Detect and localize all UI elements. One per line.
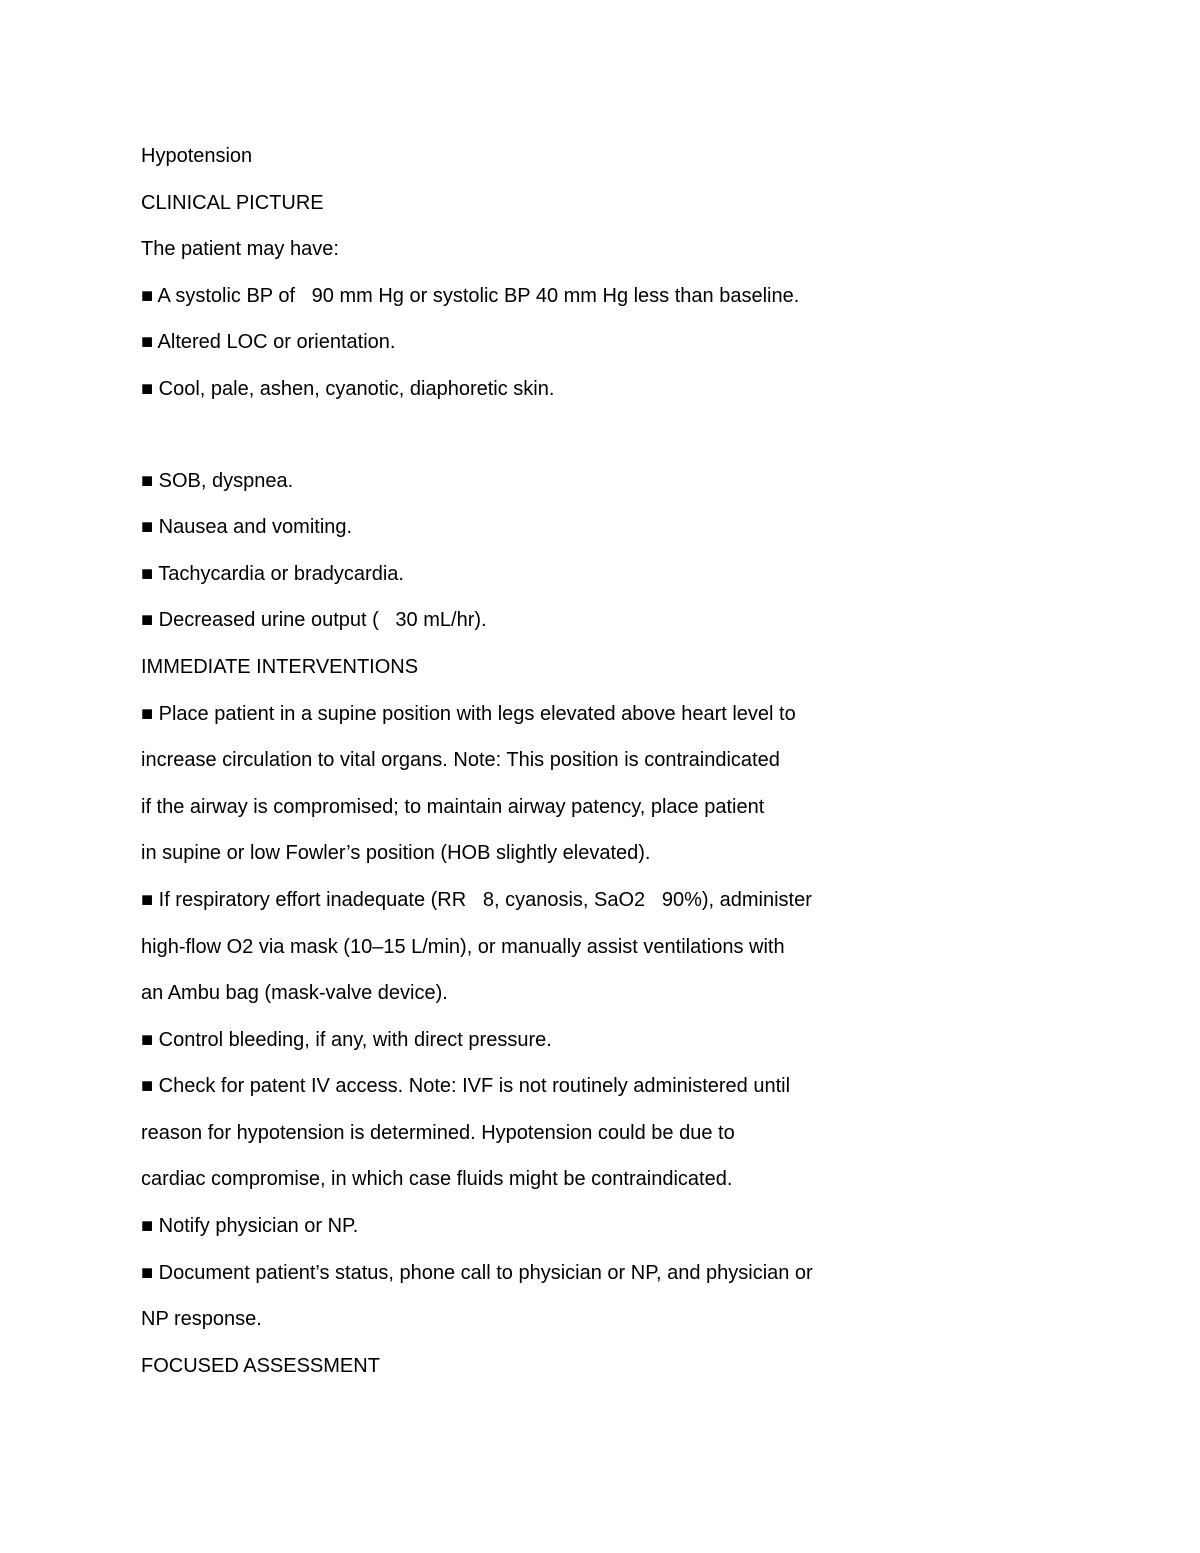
- document-body: [141, 140, 901, 1396]
- section-heading-clinical-picture: CLINICAL PICTURE: [141, 191, 324, 214]
- text-line: increase circulation to vital organs. Note: This position is contraindicated: [141, 749, 780, 772]
- blank-spacer: [141, 420, 901, 465]
- text-line: in supine or low Fowler’s position (HOB slightly elevated).: [141, 842, 651, 865]
- text-line: NP response.: [141, 1308, 262, 1331]
- bullet-line: ■ A systolic BP of 90 mm Hg or systolic BP 40 mm Hg less than baseline.: [141, 284, 800, 307]
- section-heading-immediate-interventions: IMMEDIATE INTERVENTIONS: [141, 655, 419, 678]
- bullet-line: ■ Decreased urine output ( 30 mL/hr).: [141, 609, 487, 632]
- bullet-line: ■ Document patient’s status, phone call to physician or NP, and physician or: [141, 1261, 813, 1284]
- text-line: if the airway is compromised; to maintain airway patency, place patient: [141, 795, 765, 818]
- bullet-line: ■ If respiratory effort inadequate (RR 8, cyanosis, SaO2 90%), administer: [141, 888, 812, 911]
- text-line: The patient may have:: [141, 238, 339, 261]
- bullet-line: ■ Cool, pale, ashen, cyanotic, diaphoretic skin.: [141, 377, 555, 400]
- text-line: high-flow O2 via mask (10–15 L/min), or manually assist ventilations with: [141, 935, 785, 958]
- text-line: cardiac compromise, in which case fluids might be contraindicated.: [141, 1168, 733, 1191]
- bullet-line: ■ SOB, dyspnea.: [141, 469, 294, 492]
- bullet-line: ■ Altered LOC or orientation.: [141, 331, 396, 354]
- bullet-line: ■ Control bleeding, if any, with direct pressure.: [141, 1028, 552, 1051]
- document-title: Hypotension: [141, 145, 253, 167]
- bullet-line: ■ Notify physician or NP.: [141, 1215, 359, 1238]
- text-line: reason for hypotension is determined. Hypotension could be due to: [141, 1121, 735, 1144]
- bullet-line: ■ Place patient in a supine position with legs elevated above heart level to: [141, 702, 796, 725]
- bullet-line: ■ Tachycardia or bradycardia.: [141, 562, 404, 585]
- section-heading-focused-assessment: FOCUSED ASSESSMENT: [141, 1354, 380, 1377]
- bullet-line: ■ Check for patent IV access. Note: IVF is not routinely administered until: [141, 1075, 791, 1098]
- bullet-line: ■ Nausea and vomiting.: [141, 516, 353, 539]
- text-line: an Ambu bag (mask-valve device).: [141, 982, 448, 1005]
